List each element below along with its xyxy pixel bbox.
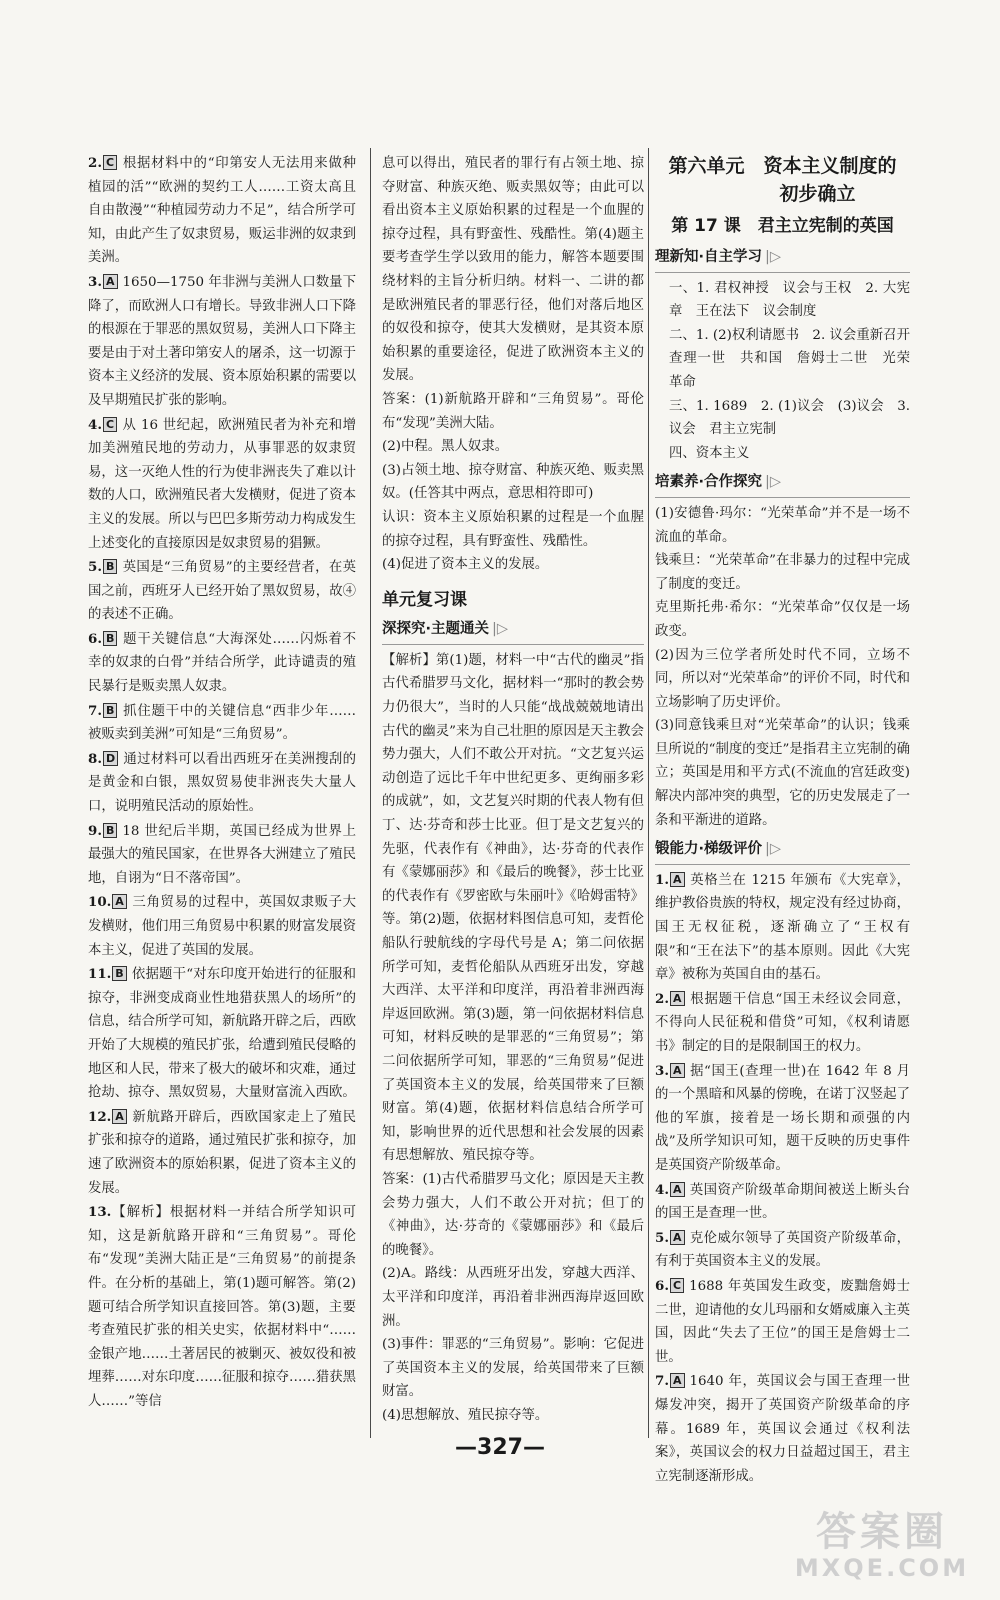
item-number: 4. [655,1181,669,1198]
text-line: (3)事件：罪恶的“三角贸易”。影响：它促进了英国资本主义的发展，给英国带来了巨额财富。 [382,1337,644,1400]
answer-item [88,748,356,819]
section-cooperative-body [655,502,910,832]
answer-letter-badge: A [112,894,127,909]
watermark-line2: MXQE.COM [794,1554,970,1582]
answer-letter-badge: B [103,823,117,838]
item-number: 13. [88,1204,112,1221]
text-line: 答案：(1)古代希腊罗马文化；原因是天主教会势力强大，人们不敢公开对抗；但丁的《神曲》，达·芬奇的《蒙娜丽莎》和《最后的晚餐》。 [382,1171,644,1258]
answer-letter-badge: A [670,1373,685,1388]
item-number: 3. [655,1062,669,1079]
section-evaluation [655,838,910,865]
item-number: 11. [88,966,112,983]
answer-item [88,271,356,413]
answer-letter-badge: B [103,559,117,574]
item-explanation: 从 16 世纪起，欧洲殖民者为补充和增加美洲殖民地的劳动力，从事罪恶的奴隶贸易，这一灭绝人性的行为使非洲丧失了难以计数的人口，欧洲殖民者大发横财，促进了资本主义的发展。所以与巴巴多斯劳动力构成发生上述变化的直接原因是奴隶贸易的猖獗。 [88,417,356,551]
text-line: 答案：(1)新航路开辟和“三角贸易”。哥伦布“发现”美洲大陆。 [382,391,644,431]
item-explanation: 英国资产阶级革命期间被送上断头台的国王是查理一世。 [655,1182,910,1222]
text-line: (3)占领土地、掠夺财富、种族灭绝、贩卖黑奴。(任答其中两点，意思相符即可) [382,462,644,502]
answer-letter-badge: A [670,872,685,887]
text-line: 三、1. 1689 2. (1)议会 (3)议会 3. 议会 君主立宪制 [669,398,910,438]
item-explanation: 英格兰在 1215 年颁布《大宪章》，维护教俗贵族的特权，规定没有经过协商，国王无权征税，逐渐确立了“王权有限”和“王在法下”的基本原则。因此《大宪章》被称为英国自由的基石。 [655,872,910,983]
item-explanation: 三角贸易的过程中，英国奴隶贩子大发横财，他们用三角贸易中积累的财富发展资本主义，促进了英国的发展。 [88,895,356,958]
answer-letter-badge: B [103,631,117,646]
text-line: (3)同意钱乘旦对“光荣革命”的认识；钱乘旦所说的“制度的变迁”是指君主立宪制的确立；英国是用和平方式(不流血的宫廷政变)解决内部冲突的典型，它的历史发展走了一条和平渐进的道路。 [655,718,910,828]
answer-item [88,152,356,270]
answer-item [88,1106,356,1200]
answer-item [88,628,356,699]
text-line: 克里斯托弗·希尔：“光荣革命”仅仅是一场政变。 [655,600,910,639]
item-number: 4. [88,416,102,433]
section-new-knowledge-body [655,277,924,466]
text-line: (2)A。路线：从西班牙出发，穿越大西洋、太平洋和印度洋，再沿着非洲西海岸返回欧洲。 [382,1266,644,1329]
column-middle [382,152,644,1427]
analysis-continued [382,152,644,388]
section-new-knowledge [655,246,910,273]
review-title: 单元复习课 [382,589,467,610]
text-line: 二、1. (2)权利请愿书 2. 议会重新召开 查理一世 共和国 詹姆士二世 光荣革命 [669,327,924,390]
text-line: 钱乘旦：“光荣革命”在非暴力的过程中完成了制度的变迁。 [655,553,910,592]
item-explanation: 1650—1750 年非洲与美洲人口数量下降了，而欧洲人口有增长。导致非洲人口下降的根源在于罪恶的黑奴贸易，美洲人口下降主要是由于对土著印第安人的屠杀，这一切源于资本主义经济的发展、资本原始积累的需要以及早期殖民扩张的影响。 [88,274,356,408]
section-evaluation-body [655,869,910,1488]
item-explanation: 根据材料中的“印第安人无法用来做种植园的活”“欧洲的契约工人……工资太高且自由散漫”“种植园劳动力不足”，结合所学可知，由此产生了奴隶贸易，贩运非洲的奴隶到美洲。 [88,156,356,266]
item-number: 5. [88,559,102,576]
item-explanation: 新航路开辟后，西欧国家走上了殖民扩张和掠夺的道路，通过殖民扩张和掠夺，加速了欧洲资本的原始积累，促进了资本主义的发展。 [88,1109,356,1196]
answer-item [655,1370,910,1488]
answer-letter-badge: C [670,1278,684,1293]
section-title-text: 培素养·合作探究 [655,474,763,491]
answer-item [88,891,356,962]
item-explanation: 【解析】根据材料一并结合所学知识可知，这是新航路开辟和“三角贸易”。哥伦布“发现”美洲大陆正是“三角贸易”的前提条件。在分析的基础上，第(1)题可解答。第(2)题可结合所学知识直接回答。第(3)题，主要考查殖民扩张的相关史实，依据材料中“……金银产地……土著居民的被剿灭、被奴役和被埋葬……对东印度……征服和掠夺……猎获黑人……”等信 [88,1205,356,1409]
item-explanation: 英国是“三角贸易”的主要经营者，在英国之前，西班牙人已经开始了黑奴贸易，故④的表述不正确。 [88,560,356,623]
answer-item [655,1060,910,1178]
item-number: 6. [655,1277,669,1294]
answer-letter-badge: C [103,155,117,170]
item-number: 2. [88,155,102,171]
text-line: (4)促进了资本主义的发展。 [382,557,549,573]
review-subtitle-text: 深探究·主题通关 [382,621,490,638]
section-cooperative [655,471,910,498]
answer-item [88,1201,356,1413]
column-divider [370,148,371,1438]
answer-item [655,1227,910,1274]
item-number: 7. [88,702,102,719]
text-line: (4)思想解放、殖民掠夺等。 [382,1407,549,1423]
item-number: 6. [88,630,102,647]
answer-letter-badge: A [670,1063,685,1078]
item-explanation: 抓住题干中的关键信息“西非少年……被贩卖到美洲”可知是“三角贸易”。 [88,703,356,743]
arrow-icon: |▷ [765,474,782,491]
page-number: —327— [455,1435,545,1460]
answer-letter-badge: A [670,991,685,1006]
lesson-title: 第 17 课 君主立宪制的英国 [671,216,894,236]
item-explanation: 通过材料可以看出西班牙在美洲搜刮的是黄金和白银，黑奴贸易使非洲丧失大量人口，说明殖民活动的原始性。 [88,751,356,815]
answer-item [88,700,356,747]
item-explanation: 克伦威尔领导了英国资产阶级革命，有利于英国资本主义的发展。 [655,1230,910,1270]
answer-item [88,414,356,556]
answer-item [88,963,356,1105]
item-number: 12. [88,1108,112,1125]
unit-title-line2: 初步确立 [779,183,856,205]
item-explanation: 据“国王(查理一世)在 1642 年 8 月的一个黑暗和风暴的傍晚，在诺丁汉竖起了他的军旗，接着是一场长期和顽强的内战”及所学知识可知，题干反映的历史事件是英国资产阶级革命。 [655,1063,910,1173]
item-explanation: 依据题干“对东印度开始进行的征服和掠夺，非洲变成商业性地猎获黑人的场所”的信息，结合所学可知，新航路开辟之后，西欧开始了大规模的殖民扩张，给遭到殖民侵略的地区和人民，带来了极大的破坏和灾难，通过抢劫、掠夺、黑奴贸易，大量财富流入西欧。 [88,967,356,1101]
answer-letter-badge: A [103,274,118,289]
text-line: (1)安德鲁·玛尔：“光荣革命”并不是一场不流血的革命。 [655,505,910,545]
answer-letter-badge: D [103,751,118,766]
answer-letter-badge: B [103,703,117,718]
answer-letter-badge: A [112,1109,127,1124]
answer-item [655,1179,910,1226]
text-line: (2)中程。黑人奴隶。 [382,439,509,455]
text-line: 认识：资本主义原始积累的过程是一个血腥的掠夺过程，具有野蛮性、残酷性。 [382,509,644,549]
watermark-logo [782,1510,982,1590]
arrow-icon: |▷ [765,249,782,265]
answer-item [655,1275,910,1369]
item-number: 9. [88,822,102,839]
column-divider [648,148,649,1438]
item-number: 10. [88,894,112,911]
item-explanation: 1640 年，英国议会与国王查理一世爆发冲突，揭开了英国资产阶级革命的序幕。1689 年，英国议会通过《权利法案》，英国议会的权力日益超过国王，君主立宪制逐渐形成。 [655,1374,910,1484]
arrow-icon: |▷ [765,841,782,858]
answer-letter-badge: B [112,966,126,981]
answer-letter-badge: A [670,1182,685,1197]
answer-item [88,820,356,891]
text-line: 息可以得出，殖民者的罪行有占领土地、掠夺财富、种族灭绝、贩卖黑奴等；由此可以看出资本主义原始积累的过程是一个血腥的掠夺过程，具有野蛮性、残酷性。第(4)题主要考查学生学以致用的能力，解答本题要围绕材料的主旨分析归纳。材料一、二讲的都是欧洲殖民者的罪恶行径，他们对落后地区的奴役和掠夺，使其大发横财，是其资本原始积累的重要途径，促进了欧洲资本主义的发展。 [382,156,644,384]
arrow-icon: |▷ [492,621,509,638]
answer-letter-badge: A [670,1230,685,1245]
item-number: 5. [655,1229,669,1246]
item-number: 7. [655,1373,669,1390]
item-number: 2. [655,990,669,1007]
section-title-text: 锻能力·梯级评价 [655,841,763,858]
watermark-line1: 答案圈 [816,1509,948,1555]
answer-item [655,988,910,1059]
item-explanation: 题干关键信息“大海深处……闪烁着不幸的奴隶的白骨”并结合所学，此诗谴责的殖民暴行是贩卖黑人奴隶。 [88,631,356,695]
unit-title: 第六单元 资本主义制度的 [668,155,897,177]
answer-item [655,869,910,987]
answer-letter-badge: C [103,417,117,432]
item-number: 1. [655,871,669,888]
item-number: 3. [88,273,102,290]
text-line: 一、1. 君权神授 议会与王权 2. 大宪章 王在法下 议会制度 [669,280,910,320]
review-subtitle [382,618,644,645]
column-right [655,152,924,1489]
item-explanation: 根据题干信息“国王未经议会同意，不得向人民征税和借贷”可知，《权利请愿书》制定的目的是限制国王的权力。 [655,991,910,1054]
item-explanation: 18 世纪后半期，英国已经成为世界上最强大的殖民国家，在世界各大洲建立了殖民地，自诩为“日不落帝国”。 [88,823,356,886]
text-line: (2)因为三位学者所处时代不同，立场不同，所以对“光荣革命”的评价不同，时代和立场影响了历史评价。 [655,647,910,710]
item-explanation: 1688 年英国发生政变，废黜詹姆士二世，迎请他的女儿玛丽和女婿威廉入主英国，因此“失去了王位”的国王是詹姆士二世。 [655,1278,910,1365]
text-line: 四、资本主义 [669,445,750,461]
review-analysis: 【解析】第(1)题，材料一中“古代的幽灵”指古代希腊罗马文化，据材料一“那时的教会势力仍很大”，当时的人只能“战战兢兢地请出古代的幽灵”来为自己壮胆的原因是天主教会势力强大，人们不敢公开对抗。“文艺复兴运动创造了远比千年中世纪更多、更绚丽多彩的成就”，如，文艺复兴时期的代表人物有但丁、达·芬奇和莎士比亚。但丁是文艺复兴的先驱，代表作有《神曲》，达·芬奇的代表作有《蒙娜丽莎》和《最后的晚餐》，莎士比亚的代表作有《罗密欧与朱丽叶》《哈姆雷特》等。第(2)题，依据材料图信息可知，麦哲伦船队行驶航线的字母代号是 A；第二问依据所学可知，麦哲伦船队从西班牙出发，穿越大西洋、太平洋和印度洋，再沿着非洲西海岸返回欧洲。第(3)题，第一问依据材料信息可知，材料反映的是罪恶的“三角贸易”；第二问依据所学可知，罪恶的“三角贸易”促进了英国资本主义的发展，给英国带来了巨额财富。第(4)题，依据材料信息结合所学可知，影响世界的近代思想和社会发展的因素有思想解放、殖民掠夺等。 [382,652,644,1164]
item-number: 8. [88,750,102,767]
column-left [88,152,356,1414]
section-title-text: 理新知·自主学习 [655,249,763,265]
answer-block [382,388,644,577]
review-answer-block [382,1168,644,1428]
answer-item [88,556,356,627]
